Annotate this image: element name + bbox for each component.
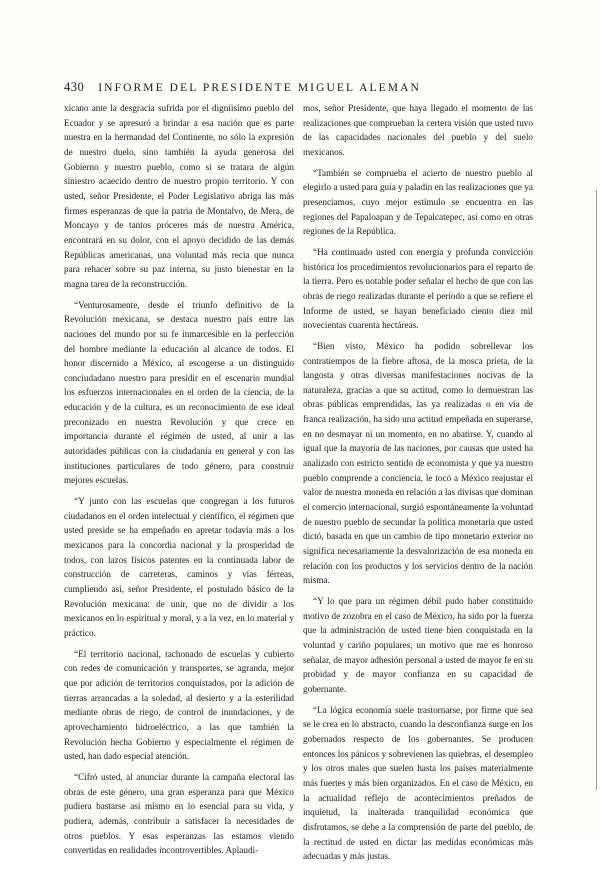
paragraph: xicano ante la desgracia sufrida por el digníisimo pueblo del Ecuador y se apresuró a brindar a esa nación que es parte nuestra en la hermandad del Continente, no sólo la expresión de nuestro duelo, sino también la ayuda generosa del Gobierno y nuestro pueblo, como si se tratara de algún siniestro acaecido dentro de nuestro propio territorio. Y con usted, señor Presidente, el Poder Legislativo abriga las más firmes esperanzas de que la patria de Montalvo, de Mera, de Moncayo y de tantos próceres más de nuestra América, encontrará en su dolor, con el apoyo decidido de las demás Repúblicas americanas, una voluntad más recia que nunca para rehacer sobre su paz interna, su justo bienestar en la magna tarea de la reconstrucción. (64, 103, 294, 289)
paragraph: “Cifró usted, al anunciar durante la campaña electoral las obras de este género, una gran esperanza para que México pudiera bastarse así mismo en lo esencial para su vida, y pudiera, además, contribuir a satisfacer la necesidades de otros pueblos. Y esas esperanzas las estamos viendo convertidas en realidades incontrovertibles. Aplaudi- (64, 771, 294, 856)
paragraph: “La lógica economía suele trastornarse, por firme que sea se le crea en lo abstracto, cuando la desconfianza surge en los gobernados respecto de los gobernantes. Se producen entonces los pánicos y sobrevienen las quiebras, el desempleo y los otros males que suelen hasta los países materialmente más fuertes y más bien organizados. En el caso de México, en la actualidad reflejo de acontecimientos preñados de inquietud, la inalterada tranquilidad económica que disfrutamos, se debe a la comprensión de parte del pueblo, de la rectitud de usted en dictar las medidas económicas más adecuadas y más justas. (303, 704, 533, 862)
paragraph: “Y junto con las escuelas que congregan a los futuros ciudadanos en el orden intelectual y científico, el régimen que usted preside se ha empeñado en apretar todavía más a los mexicanos para la concordia nacional y la prosperidad de todos, con lazos físicos patentes en la continuada labor de construcción de carreteras, caminos y vías férreas, cumpliendo así, señor Presidente, el postulado básico de la Revolución mexicana: de unir, que no de dividir a los mexicanos en lo espiritual y moral, y a la vez, en lo material y práctico. (64, 496, 294, 638)
running-title: INFORME DEL PRESIDENTE MIGUEL ALEMAN (98, 82, 421, 94)
paragraph: “También se comprueba el acierto de nuestro pueblo al elegirlo a usted para guía y paladín en las realizaciones que ya presenciamos, cuyo mejor estímulo se encuentra en las regiones del Papaloapan y de Tepalcatepec, así como en otras regiones de la República. (303, 167, 533, 237)
right-column (303, 101, 533, 870)
paragraph: “Ha continuado usted con energía y profunda convicción histórica los procedimientos revolucionarios para el reparto de la tierra. Pero es notable poder señalar el hecho de que con las obras de riego realizadas durante el período a que se refiere el Informe de usted, se hayan beneficiado ciento diez mil novecientas cuarenta hectáreas. (303, 246, 533, 331)
paragraph: “El territorio nacional, tachonado de escuelas y cubierto con redes de comunicación y transportes, se agranda, mejor que por adición de territorios conquistados, por la adición de tierras arrancadas a la soledad, al desierto y a la esterilidad mediante obras de riego, de control de inundaciones, y de aprovechamiento hidroeléctrico, a las que también la Revolución hecha Gobierno y especialmente el régimen de usted, han dado especial atención. (64, 648, 294, 762)
page-number: 430 (64, 80, 85, 94)
running-header (64, 80, 534, 95)
paragraph: “Bien visto, México ha podido sobrellevar los contratiempos de la fiebre aftosa, de la mosca prieta, de la langosta y otras diversas manifestaciones nocivas de la naturaleza, gracias a que su actitud, como lo demuestran las obras públicas emprendidas, las ya realizadas o en vía de franca realización, ha sido una actitud empeñada en superarse, en no desmayar ni un momento, en no abatirse. Y, cuando al igual que la mayoría de las naciones, por causas que usted ha analizado con estricto sentido de economista y que ya nuestro pueblo comprende a conciencia, le tocó a México reajustar el valor de nuestra moneda en relación a las divisas que dominan el comercio internacional, surgió espontáneamente la voluntad de nuestro pueblo de secundar la política monetaria que usted dictó, basada en que un cambio de tipo monetario exterior no significa necesariamente la desvalorización de esa moneda en relación con los productos y los servicios dentro de la nación misma. (303, 340, 533, 586)
paragraph: mos, señor Presidente, que haya llegado el momento de las realizaciones que comprueban la certera visión que usted tuvo de las capacidades nacionales del pueblo y del suelo mexicanos. (303, 103, 533, 157)
scan-edge-line (596, 190, 597, 790)
paragraph: “Y lo que para un régimen débil pudo haber constituido motivo de zozobra en el caso de México, ha sido por la fuerza que la administración de usted tiene bien conquistada en la voluntad y cariño populares, un motivo que me es honroso señalar, de mayor adhesión personal a usted de mayor fe en su probidad y de mayor confianza en su capacidad de gobernante. (303, 596, 533, 694)
left-column (64, 101, 294, 864)
paragraph: “Venturosamente, desde el triunfo definitivo de la Revolución mexicana, se destaca nuestro país entre las naciones del mundo por su fe inmarcesible en la perfección del hombre mediante la educación al alcance de todos. El honor discernido a México, al escogerse a un distinguido conciudadano nuestro para presidir en el escenario mundial los esfuerzos internacionales en el orden de la ciencia, de la educación y de la cultura, es un reconocimiento de ese ideal preconizado en nuestra Revolución y que crece en importancia durante el régimen de usted, al unir a las autoridades públicas con la ciudadanía en general y con las instituciones particulares de todo género, para construir mejores escuelas. (64, 299, 294, 486)
